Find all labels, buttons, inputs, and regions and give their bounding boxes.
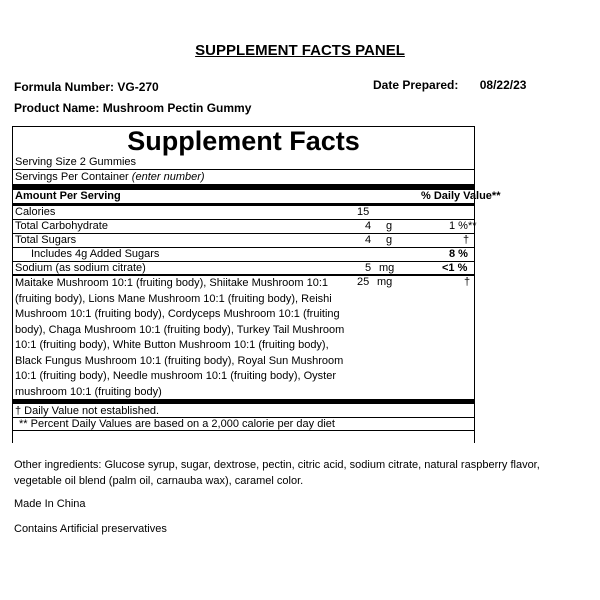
serving-size: Serving Size 2 Gummies — [15, 156, 137, 168]
row-calories-name: Calories — [15, 206, 56, 218]
row-calories-amount: 15 — [357, 206, 370, 218]
blend-unit: mg — [377, 276, 393, 288]
formula-number — [14, 80, 159, 94]
row-total-sugars-dv: † — [463, 234, 470, 246]
footnote-daily-value: † Daily Value not established. — [15, 405, 160, 417]
footnote-percent-daily: ** Percent Daily Values are based on a 2,000 calorie per day diet — [19, 418, 335, 430]
row-added-sugars-dv: 8 % — [449, 248, 468, 260]
made-in: Made In China — [14, 498, 86, 510]
blend-dv: † — [464, 276, 471, 288]
other-ingredients: Other ingredients: Glucose syrup, sugar, dextrose, pectin, citric acid, sodium citrate, natural raspberry flavor, vegetable oil blend (palm oil, carnauba wax), caramel color. — [14, 459, 540, 487]
daily-value-header: % Daily Value** — [421, 190, 501, 202]
divider — [13, 430, 474, 431]
panel-title: SUPPLEMENT FACTS PANEL — [195, 42, 405, 59]
row-sodium-amount: 5 — [365, 262, 372, 274]
product-label: Product Name: — [14, 101, 100, 115]
date-label: Date Prepared: — [373, 78, 459, 92]
mushroom-blend-list: Maitake Mushroom 10:1 (fruiting body), Shiitake Mushroom 10:1 (fruiting body), Lions Mane Mushroom 10:1 (fruiting body), Reishi Mushroom 10:1 (fruiting body), Cordyceps Mushroom 10:1 (fruiting body), Chaga Mushroom 10:1 (fruiting body), Turkey Tail Mushroom 10:1 (fruiting body), White Button Mushroom 10:1 (fruiting body), Black Fungus Mushroom 10:1 (fruiting body), Royal Sun Mushroom 10:1 (fruiting body), Needle mushroom 10:1 (fruiting body), Oyster mushroom 10:1 (fruiting body) — [15, 277, 345, 398]
amount-per-serving-header: Amount Per Serving — [15, 190, 121, 202]
servings-per-container — [15, 171, 205, 184]
row-total-sugars-unit: g — [386, 234, 393, 246]
contains-statement: Contains Artificial preservatives — [14, 523, 167, 535]
row-sodium-dv: <1 % — [442, 262, 468, 274]
servings-value: (enter number) — [131, 171, 205, 183]
supplement-facts-box — [12, 126, 501, 443]
date-prepared — [373, 78, 526, 92]
formula-value: VG-270 — [117, 80, 159, 94]
row-carbohydrate-unit: g — [386, 220, 393, 232]
divider — [13, 233, 474, 234]
date-value: 08/22/23 — [479, 78, 527, 92]
facts-title: Supplement Facts — [127, 126, 360, 156]
divider — [13, 169, 474, 170]
formula-label: Formula Number: — [14, 80, 115, 94]
row-added-sugars-name: Includes 4g Added Sugars — [31, 248, 160, 260]
product-name — [14, 101, 251, 115]
row-carbohydrate-amount: 4 — [365, 220, 372, 232]
thick-divider — [13, 399, 474, 404]
row-carbohydrate-dv: 1 %** — [449, 220, 477, 232]
medium-divider — [13, 203, 474, 206]
row-sodium-unit: mg — [379, 262, 395, 274]
product-value: Mushroom Pectin Gummy — [102, 101, 252, 115]
row-total-sugars-amount: 4 — [365, 234, 372, 246]
servings-label: Servings Per Container — [15, 171, 129, 183]
row-carbohydrate-name: Total Carbohydrate — [15, 220, 108, 232]
row-sodium-name: Sodium (as sodium citrate) — [15, 262, 146, 274]
row-total-sugars-name: Total Sugars — [15, 234, 77, 246]
blend-amount: 25 — [357, 276, 370, 288]
